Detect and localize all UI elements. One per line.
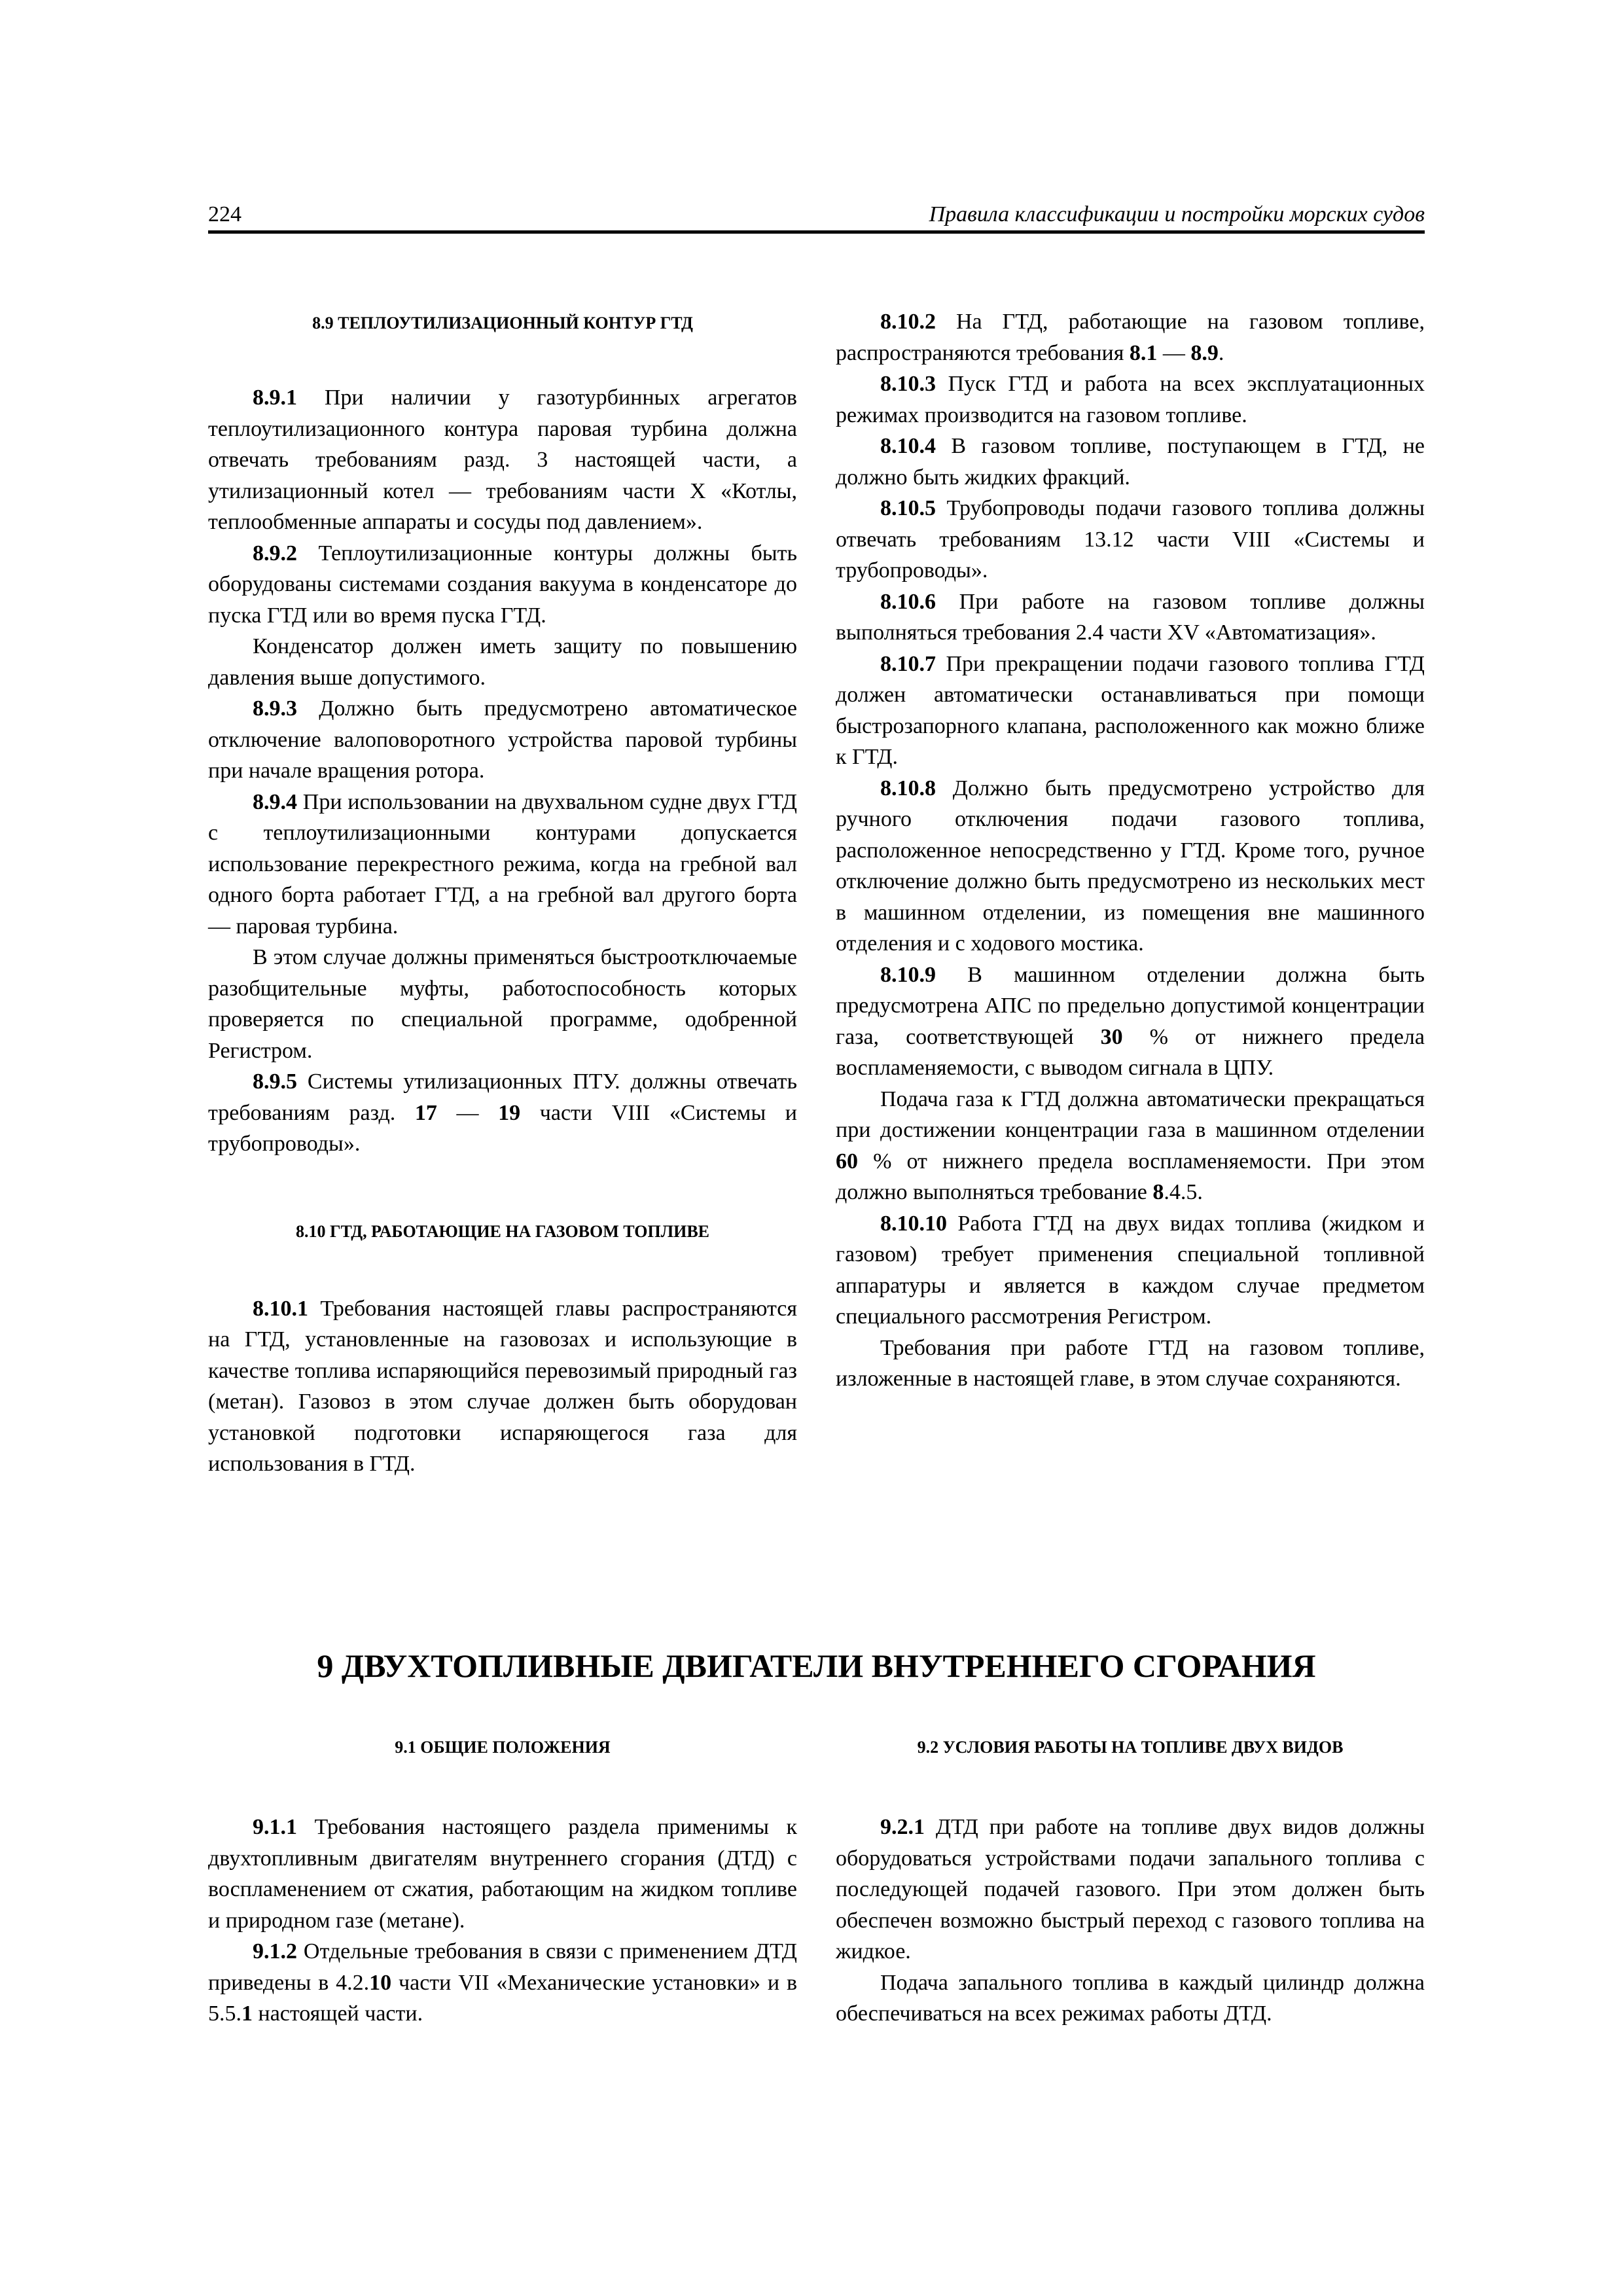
paragraph-text: При работе на газовом топливе должны выполняться требования 2.4 части XV «Автоматизация». xyxy=(836,589,1425,645)
paragraph-text: Отдельные требования в связи с применением ДТД приведены в 4.2. xyxy=(208,1939,797,1995)
paragraph-9-1-1 xyxy=(208,1812,797,1936)
paragraph-text: Подача газа к ГТД должна автоматически прекращаться при достижении концентрации газа в машинном отделении xyxy=(836,1086,1425,1142)
clause-number: 8.9.2 xyxy=(253,541,297,565)
paragraph-8-10-7 xyxy=(836,649,1425,773)
clause-number: 8.10.3 xyxy=(880,372,936,396)
section-heading-8-9: 8.9 ТЕПЛОУТИЛИЗАЦИОННЫЙ КОНТУР ГТД xyxy=(312,314,693,332)
paragraph-text: % от нижнего предела воспламеняемости, с выводом сигнала в ЦПУ. xyxy=(836,1024,1425,1080)
reference: 10 xyxy=(369,1970,392,1995)
clause-number: 8.10.10 xyxy=(880,1211,947,1236)
clause-number: 9.2.1 xyxy=(880,1815,925,1839)
paragraph-8-10-5 xyxy=(836,493,1425,586)
clause-number: 8.9.1 xyxy=(253,386,297,410)
section-heading-9-2: 9.2 УСЛОВИЯ РАБОТЫ НА ТОПЛИВЕ ДВУХ ВИДОВ xyxy=(917,1738,1344,1757)
header-rule xyxy=(208,230,1425,234)
left-column xyxy=(208,312,797,1480)
chapter-left-column xyxy=(208,1736,797,2030)
paragraph-text: Работа ГТД на двух видах топлива (жидком и газовом) требует применения специальной топливной аппаратуры и является в каждом случае предметом специального рассмотрения Регистром. xyxy=(836,1211,1425,1329)
paragraph-9-2-1 xyxy=(836,1812,1425,1967)
clause-number: 8.10.1 xyxy=(253,1296,308,1321)
paragraph-8-10-8 xyxy=(836,773,1425,960)
clause-number: 8.10.5 xyxy=(880,496,936,520)
clause-number: 9.1.2 xyxy=(253,1939,297,1964)
section-heading-8-10: 8.10 ГТД, РАБОТАЮЩИЕ НА ГАЗОВОМ ТОПЛИВЕ xyxy=(295,1221,710,1241)
paragraph-8-9-1 xyxy=(208,382,797,538)
paragraph-text: Требования настоящей главы распространяются на ГТД, установленные на газовозах и использующие в качестве топлива испаряющийся перевозимый природный газ (метан). Газовоз в этом случае должен быть оборудован установкой подготовки испаряющегося газа для использования в ГТД. xyxy=(208,1296,797,1476)
paragraph-text: части VIII «Системы и трубопроводы». xyxy=(208,1100,797,1156)
reference: 17 xyxy=(414,1100,437,1125)
chapter-title: 9 ДВУХТОПЛИВНЫЕ ДВИГАТЕЛИ ВНУТРЕННЕГО СГОРАНИЯ xyxy=(317,1647,1316,1684)
paragraph-text: На ГТД, работающие на газовом топливе, распространяются требования xyxy=(836,310,1425,365)
paragraph-text: Требования настоящего раздела применимы к двухтопливным двигателям внутреннего сгорания (ДТД) с воспламенением от сжатия, работающим на жидком топливе и природном газе (метане). xyxy=(208,1815,797,1933)
page-number: 224 xyxy=(208,202,241,226)
paragraph-text: настоящей части. xyxy=(253,2001,423,2026)
paragraph-text: Трубопроводы подачи газового топлива должны отвечать требованиям 13.12 части VIII «Системы и трубопроводы». xyxy=(836,496,1425,583)
reference: 19 xyxy=(498,1100,521,1125)
paragraph-text: ДТД при работе на топливе двух видов должны оборудоваться устройствами подачи запального топлива с последующей подачей газового. При этом должен быть обеспечен возможно быстрый переход с газового топлива на жидкое. xyxy=(836,1815,1425,1964)
paragraph-text: Пуск ГТД и работа на всех эксплуатационных режимах производится на газовом топливе. xyxy=(836,372,1425,427)
paragraph-9-2-1-cont: Подача запального топлива в каждый цилиндр должна обеспечиваться на всех режимах работы ДТД. xyxy=(836,1970,1425,2026)
chapter-right-column xyxy=(836,1736,1425,2030)
section-heading-9-1: 9.1 ОБЩИЕ ПОЛОЖЕНИЯ xyxy=(395,1738,611,1757)
paragraph-8-10-4 xyxy=(836,431,1425,493)
running-title: Правила классификации и постройки морских судов xyxy=(929,202,1425,226)
paragraph-text: — xyxy=(437,1100,499,1125)
paragraph-8-10-10-cont: Требования при работе ГТД на газовом топливе, изложенные в настоящей главе, в этом случае сохраняются. xyxy=(836,1335,1425,1391)
reference: 8.1 xyxy=(1129,340,1158,365)
paragraph-text: . xyxy=(1218,340,1224,365)
clause-number: 8.9.5 xyxy=(253,1069,297,1094)
paragraph-8-9-5 xyxy=(208,1066,797,1160)
clause-number: 8.10.9 xyxy=(880,962,936,987)
right-column xyxy=(836,306,1425,1395)
clause-number: 8.10.4 xyxy=(880,434,936,458)
paragraph-8-10-2 xyxy=(836,306,1425,368)
paragraph-text: Системы утилизационных ПТУ. должны отвечать требованиям разд. xyxy=(208,1069,797,1125)
value: 30 xyxy=(1100,1024,1123,1049)
paragraph-9-1-2 xyxy=(208,1936,797,2030)
value: 60 xyxy=(836,1149,858,1174)
clause-number: 8.10.6 xyxy=(880,589,936,614)
paragraph-text: При использовании на двухвальном судне двух ГТД с теплоутилизационными контурами допускается использование перекрестного режима, когда на гребной вал одного борта работает ГТД, а на гребной вал другого борта — паровая турбина. xyxy=(208,789,797,939)
paragraph-8-10-10 xyxy=(836,1208,1425,1333)
paragraph-8-9-4 xyxy=(208,787,797,942)
paragraph-8-10-6 xyxy=(836,586,1425,649)
paragraph-text: Теплоутилизационные контуры должны быть оборудованы системами создания вакуума в конденсаторе до пуска ГТД или во время пуска ГТД. xyxy=(208,541,797,628)
reference: 8.9 xyxy=(1190,340,1219,365)
paragraph-8-9-2-cont: Конденсатор должен иметь защиту по повышению давления выше допустимого. xyxy=(208,634,797,690)
paragraph-8-10-9-cont xyxy=(836,1084,1425,1208)
paragraph-8-9-2 xyxy=(208,538,797,632)
paragraph-8-9-4-cont: В этом случае должны применяться быстроотключаемые разобщительные муфты, работоспособность которых проверяется по специальной программе, одобренной Регистром. xyxy=(208,945,797,1063)
paragraph-text: Должно быть предусмотрено устройство для ручного отключения подачи газового топлива, расположенное непосредственно у ГТД. Кроме того, ручное отключение должно быть предусмотрено из нескольких мест в машинном отделении, из помещения вне машинного отделения и с ходового мостика. xyxy=(836,776,1425,956)
paragraph-8-10-3 xyxy=(836,368,1425,431)
paragraph-text: При наличии у газотурбинных агрегатов теплоутилизационного контура паровая турбина должна отвечать требованиям разд. 3 настоящей части, а утилизационный котел — требованиям части X «Котлы, теплообменные аппараты и сосуды под давлением». xyxy=(208,386,797,534)
paragraph-text: части VII «Механические установки» и в 5.5. xyxy=(208,1970,798,2026)
paragraph-8-10-9 xyxy=(836,960,1425,1084)
clause-number: 9.1.1 xyxy=(253,1815,297,1839)
paragraph-text: % от нижнего предела воспламеняемости. При этом должно выполняться требование xyxy=(836,1149,1425,1204)
paragraph-text: .4.5. xyxy=(1164,1180,1203,1204)
clause-number: 8.10.7 xyxy=(880,651,936,676)
paragraph-text: В газовом топливе, поступающем в ГТД, не должно быть жидких фракций. xyxy=(836,434,1425,490)
clause-number: 8.9.4 xyxy=(253,789,297,814)
clause-number: 8.10.2 xyxy=(880,310,936,334)
paragraph-text: В машинном отделении должна быть предусмотрена АПС по предельно допустимой концентрации газа, соответствующей xyxy=(836,962,1425,1049)
paragraph-8-9-3 xyxy=(208,693,797,787)
clause-number: 8.10.8 xyxy=(880,776,936,800)
reference: 8 xyxy=(1152,1180,1164,1204)
paragraph-text: Должно быть предусмотрено автоматическое отключение валоповоротного устройства паровой турбины при начале вращения ротора. xyxy=(208,696,797,783)
reference: 1 xyxy=(241,2001,253,2026)
paragraph-text: При прекращении подачи газового топлива ГТД должен автоматически останавливаться при помощи быстрозапорного клапана, расположенного как можно ближе к ГТД. xyxy=(836,651,1425,769)
clause-number: 8.9.3 xyxy=(253,696,297,721)
paragraph-text: — xyxy=(1157,340,1191,365)
paragraph-8-10-1 xyxy=(208,1293,797,1480)
